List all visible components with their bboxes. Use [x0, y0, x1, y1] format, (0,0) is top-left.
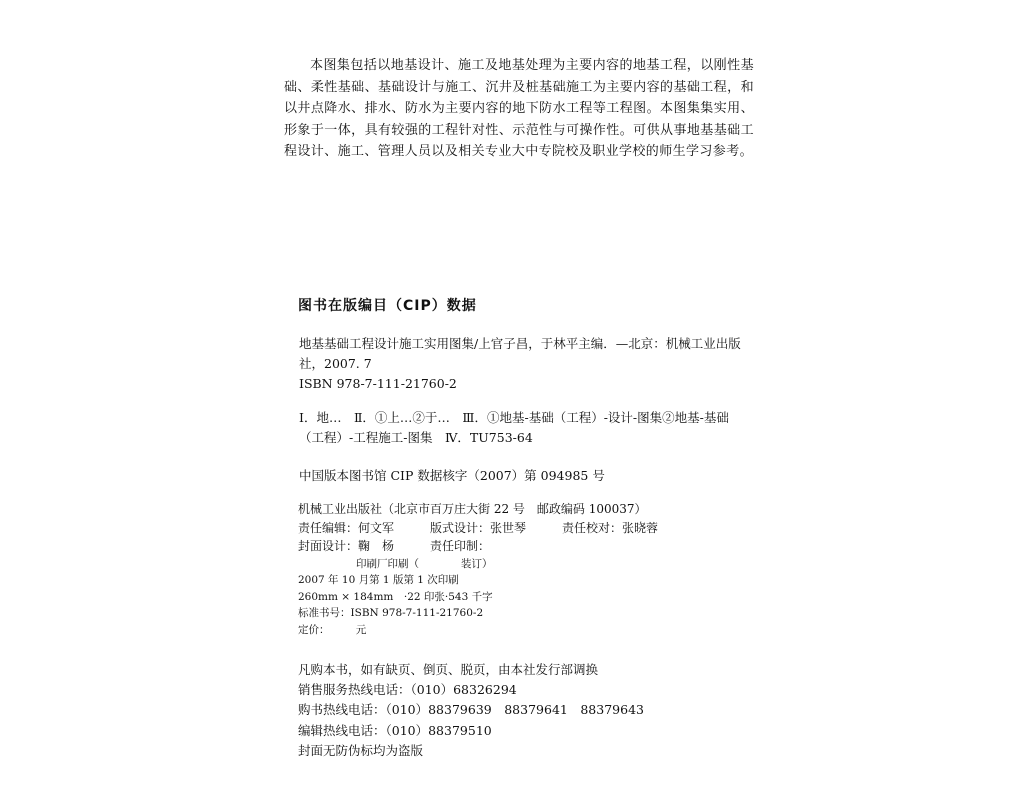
contact-line: 凡购本书，如有缺页、倒页、脱页，由本社发行部调换: [298, 662, 599, 677]
cip-number: 中国版本图书馆 CIP 数据核字（2007）第 094985 号: [299, 468, 605, 483]
printer: 印刷厂印刷（ 装订）: [356, 557, 493, 570]
intro-paragraph: 本图集包括以地基设计、施工及地基处理为主要内容的地基工程，以刚性基础、柔性基础、基础设计与施工、沉井及桩基础施工为主要内容的基础工程，和以井点降水、排水、防水为主要内容的地下防水工程等工程图。本图集集实用、形象于一体，具有较强的工程针对性、示范性与可操作性。可供从事地基基础工程设计、施工、管理人员以及相关专业大中专院校及职业学校的师生学习参考。: [284, 58, 754, 160]
cip-number-block: [283, 466, 753, 486]
cip-classification-block: [283, 408, 753, 448]
publication-info: [298, 500, 758, 638]
contact-line: 销售服务热线电话：（010）68326294: [298, 682, 517, 698]
contact-line: 封面无防伪标均为盗版: [298, 742, 424, 758]
contact-line: 购书热线电话：（010）88379639 88379641 88379643: [298, 702, 644, 718]
cover-design: 封面设计：鞠 杨 责任印制：: [298, 539, 491, 553]
cip-title: 图书在版编目（CIP）数据: [298, 298, 477, 314]
contact-info: [298, 660, 758, 761]
edition: 2007 年 10 月第 1 版第 1 次印刷: [298, 574, 459, 586]
contact-line: 编辑热线电话：（010）88379510: [298, 722, 492, 738]
cip-isbn: ISBN 978-7-111-21760-2: [299, 376, 457, 391]
cip-record: [283, 334, 753, 394]
cip-main-entry: 地基基础工程设计施工实用图集/上官子昌，于林平主编．—北京：机械工业出版社，2007. 7: [299, 336, 741, 371]
intro-section: [284, 55, 754, 163]
publisher-name: 机械工业出版社（北京市百万庄大街 22 号 邮政编码 100037）: [298, 502, 647, 516]
cip-classification: Ⅰ．地… Ⅱ．①上…②于… Ⅲ．①地基-基础（工程）-设计-图集②地基-基础（工程）-工程施工-图集 Ⅳ．TU753-64: [299, 410, 729, 445]
price: 定价： 元: [298, 623, 367, 636]
format: 260mm × 184mm ·22 印张·543 千字: [298, 590, 493, 603]
editors: 责任编辑：何文军 版式设计：张世琴 责任校对：张晓蓉: [298, 520, 659, 535]
standard-isbn: 标准书号：ISBN 978-7-111-21760-2: [298, 607, 484, 619]
